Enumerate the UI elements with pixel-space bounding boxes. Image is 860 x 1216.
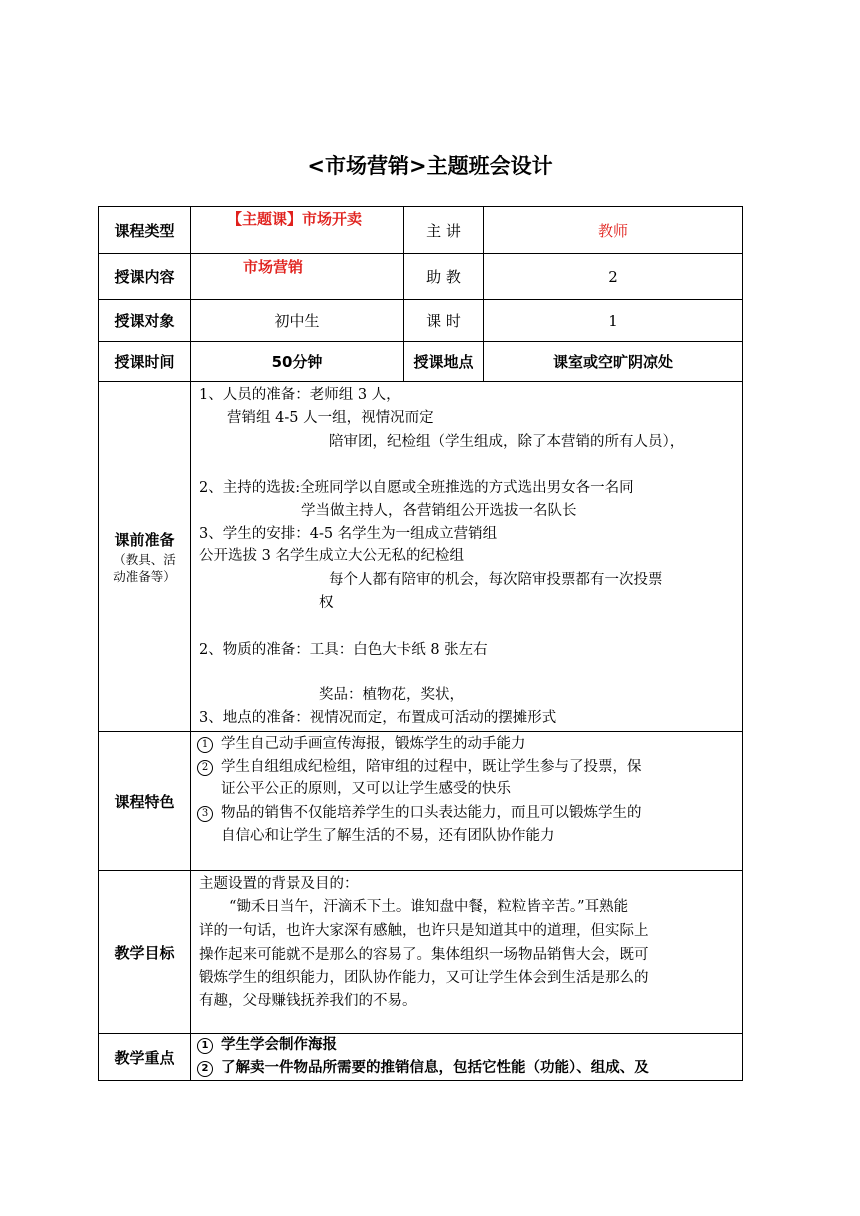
text-line: 2、主持的选拔:全班同学以自愿或全班推选的方式选出男女各一名同 [199,480,634,496]
row-label: 课前准备 [114,531,175,549]
list-item-text: 物品的销售不仅能培养学生的口头表达能力，而且可以锻炼学生的 [221,805,642,821]
text-line: 奖品：植物花，奖状， [319,687,464,703]
row-label: 授课对象 [99,300,191,342]
text-line: 2、物质的准备：工具：白色大卡纸 8 张左右 [199,642,488,658]
row-label: 课程类型 [99,207,191,254]
circled-number-2: 2 [197,760,213,776]
row-label: 主 讲 [404,207,484,254]
text-line: 锻炼学生的组织能力，团队协作能力，又可让学生体会到生活是那么的 [199,970,649,986]
list-item-text: 学生学会制作海报 [221,1037,337,1053]
course-type-value: 【主题课】市场开卖 [227,209,363,228]
list-item [197,1058,649,1078]
focus-content-cell [191,1034,743,1081]
goals-content-cell [191,871,743,1034]
list-item-text: 学生自己动手画宣传海报，锻炼学生的动手能力 [221,736,526,752]
text-line: 证公平公正的原则，又可以让学生感受的快乐 [221,781,511,797]
row-label: 授课时间 [99,342,191,382]
text-line: 主题设置的背景及目的： [199,876,359,892]
lecturer-value: 教师 [484,207,743,254]
text-line: 每个人都有陪审的机会，每次陪审投票都有一次投票 [329,572,663,588]
circled-number-1: 1 [197,1038,213,1054]
lesson-plan-table [98,206,743,1081]
row-label: 课 时 [404,300,484,342]
prep-content-cell [191,382,743,732]
course-type-cell [191,207,404,254]
circled-number-2: 2 [197,1061,213,1077]
row-label: 教学目标 [99,871,191,1034]
audience-value: 初中生 [191,300,404,342]
table-row [99,871,743,1034]
location-value: 课室或空旷阴凉处 [484,342,743,382]
text-line: 学当做主持人，各营销组公开选拔一名队长 [301,503,577,519]
list-item [197,1035,337,1055]
table-row [99,342,743,382]
table-row [99,1034,743,1081]
table-row [99,207,743,254]
row-label: 课程特色 [99,732,191,871]
content-value: 市场营销 [243,258,304,276]
text-line: 3、学生的安排：4-5 名学生为一组成立营销组 [199,526,498,542]
content-cell [191,254,404,300]
page-title: <市场营销>主题班会设计 [307,154,553,178]
features-content-cell [191,732,743,871]
row-label: 授课地点 [404,342,484,382]
circled-number-3: 3 [197,806,213,822]
text-line: 操作起来可能就不是那么的容易了。集体组织一场物品销售大会，既可 [199,947,649,963]
list-item [197,734,526,754]
text-line: 陪审团，纪检组（学生组成，除了本营销的所有人员）， [329,434,685,450]
text-line: 1、人员的准备：老师组 3 人， [199,387,401,403]
list-item-text: 了解卖一件物品所需要的推销信息，包括它性能（功能）、组成、及 [221,1060,649,1076]
list-item-text: 学生自组组成纪检组，陪审组的过程中，既让学生参与了投票，保 [221,759,642,775]
row-label: 授课内容 [99,254,191,300]
text-line: 详的一句话，也许大家深有感触，也许只是知道其中的道理，但实际上 [199,923,649,939]
text-line: 营销组 4-5 人一组，视情况而定 [227,410,434,426]
duration-value: 50分钟 [191,342,404,382]
circled-number-1: 1 [197,737,213,753]
row-label: 教学重点 [99,1034,191,1081]
assistant-value: 2 [484,254,743,300]
text-line: 有趣，父母赚钱抚养我们的不易。 [199,993,417,1009]
text-line: 公开选拔 3 名学生成立大公无私的纪检组 [199,548,464,564]
list-item [197,757,642,777]
table-row [99,382,743,732]
row-sublabel: （教具、活 [113,552,176,567]
table-row [99,300,743,342]
table-row [99,254,743,300]
hours-value: 1 [484,300,743,342]
prep-label-cell [99,382,191,732]
text-line: 自信心和让学生了解生活的不易，还有团队协作能力 [221,828,555,844]
list-item [197,803,642,823]
text-line: “锄禾日当午，汗滴禾下土。谁知盘中餐，粒粒皆辛苦。”耳熟能 [229,899,629,915]
text-line: 3、地点的准备：视情况而定，布置成可活动的摆摊形式 [199,710,557,726]
table-row [99,732,743,871]
text-line: 权 [319,595,334,611]
row-sublabel: 动准备等） [113,569,176,584]
row-label: 助 教 [404,254,484,300]
